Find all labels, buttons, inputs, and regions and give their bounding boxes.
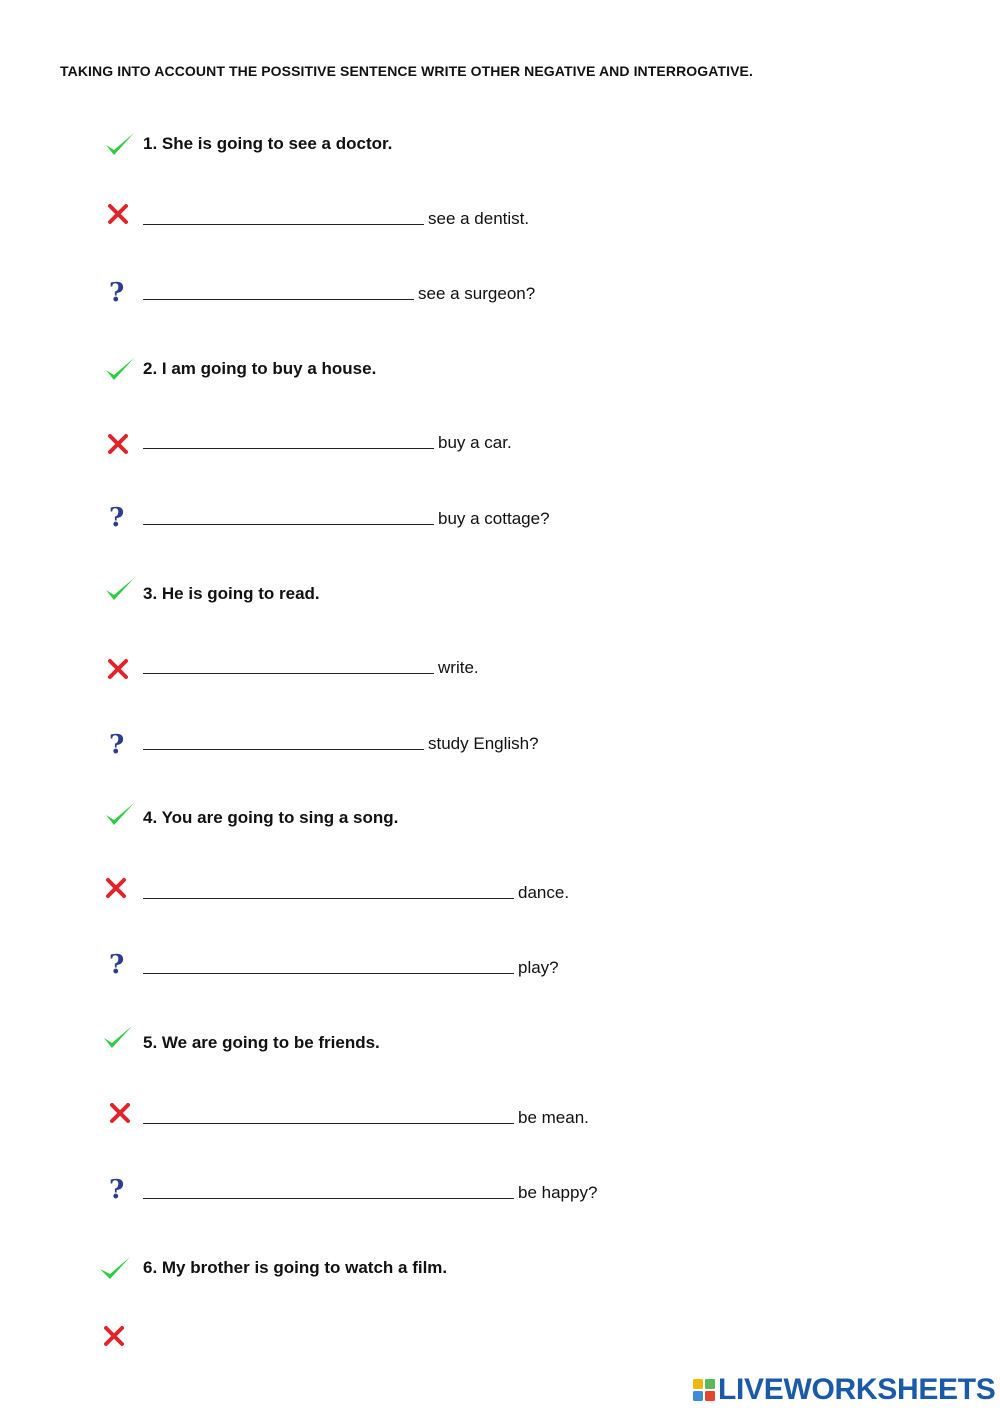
sentence-ending: see a dentist. [428, 209, 530, 228]
answer-blank[interactable] [143, 733, 424, 750]
check-icon [100, 352, 136, 386]
check-icon [100, 797, 136, 831]
sentence-ending: see a surgeon? [418, 284, 536, 303]
cross-icon [100, 876, 136, 910]
positive-sentence: 4. You are going to sing a song. [143, 808, 399, 827]
question-sentence [143, 733, 539, 755]
svg-text:?: ? [109, 503, 125, 533]
check-icon [100, 127, 136, 161]
answer-blank[interactable] [143, 432, 434, 449]
answer-blank[interactable] [143, 508, 434, 525]
exercise-4-positive [100, 797, 900, 831]
negative-sentence [143, 208, 529, 230]
answer-blank[interactable] [143, 283, 414, 300]
answer-input[interactable] [143, 512, 434, 528]
positive-sentence: 5. We are going to be friends. [143, 1033, 380, 1052]
exercise-4-question [100, 951, 900, 985]
question-icon [100, 951, 136, 985]
cross-icon [100, 432, 136, 466]
answer-input[interactable] [143, 287, 414, 303]
answer-input[interactable] [143, 961, 514, 977]
exercise-2-question [100, 502, 900, 536]
question-icon [100, 1175, 136, 1209]
answer-blank[interactable] [143, 882, 514, 899]
answer-input[interactable] [143, 661, 434, 677]
exercise-5-negative [100, 1101, 900, 1135]
exercise-3-negative [100, 657, 900, 691]
svg-text:?: ? [109, 951, 125, 980]
negative-sentence [143, 882, 569, 904]
question-icon [100, 277, 136, 311]
exercise-5-question [100, 1175, 900, 1209]
answer-input[interactable] [143, 1186, 514, 1202]
svg-text:?: ? [109, 730, 125, 760]
cross-icon [100, 1101, 136, 1135]
question-icon [100, 727, 136, 761]
exercise-1-positive [100, 127, 900, 161]
negative-sentence [143, 657, 479, 679]
exercise-3-positive [100, 572, 900, 606]
answer-blank[interactable] [143, 957, 514, 974]
exercise-4-negative [100, 876, 900, 910]
exercise-6-positive [100, 1249, 900, 1283]
answer-input[interactable] [143, 436, 434, 452]
positive-sentence: 3. He is going to read. [143, 584, 320, 603]
check-icon [100, 1020, 136, 1054]
question-sentence [143, 1182, 597, 1204]
cross-icon [100, 202, 136, 236]
cross-icon [100, 657, 136, 691]
positive-sentence: 2. I am going to buy a house. [143, 359, 377, 378]
question-icon [100, 502, 136, 536]
question-sentence [143, 508, 550, 530]
answer-input[interactable] [143, 737, 424, 753]
exercise-2-negative [100, 432, 900, 466]
question-sentence [143, 957, 559, 979]
sentence-ending: play? [518, 958, 559, 977]
positive-sentence: 6. My brother is going to watch a film. [143, 1258, 448, 1277]
instructions-heading: TAKING INTO ACCOUNT THE POSSITIVE SENTENCE WRITE OTHER NEGATIVE AND INTERROGATIVE. [60, 63, 753, 79]
cross-icon [100, 1324, 136, 1358]
exercise-2-positive [100, 352, 900, 386]
negative-sentence [143, 432, 512, 454]
sentence-ending: buy a car. [438, 433, 512, 452]
sentence-ending: write. [438, 658, 479, 677]
exercise-5-positive [100, 1020, 900, 1054]
svg-text:?: ? [109, 1175, 125, 1205]
exercise-3-question [100, 727, 900, 761]
logo-text: LIVEWORKSHEETS [718, 1373, 996, 1406]
svg-text:?: ? [109, 278, 125, 308]
answer-blank[interactable] [143, 1107, 514, 1124]
liveworksheets-logo [693, 1374, 996, 1406]
question-sentence [143, 283, 535, 305]
exercise-1-question [100, 277, 900, 311]
sentence-ending: study English? [428, 734, 539, 753]
answer-blank[interactable] [143, 1182, 514, 1199]
positive-sentence: 1. She is going to see a doctor. [143, 134, 393, 153]
exercise-6-negative [100, 1324, 900, 1358]
answer-blank[interactable] [143, 208, 424, 225]
exercise-1-negative [100, 202, 900, 236]
sentence-ending: buy a cottage? [438, 509, 550, 528]
answer-blank[interactable] [143, 657, 434, 674]
sentence-ending: be happy? [518, 1183, 598, 1202]
check-icon [98, 1249, 134, 1283]
answer-input[interactable] [143, 886, 514, 902]
sentence-ending: dance. [518, 883, 570, 902]
negative-sentence [143, 1107, 589, 1129]
answer-input[interactable] [143, 1111, 514, 1127]
sentence-ending: be mean. [518, 1108, 589, 1127]
check-icon [100, 572, 136, 606]
answer-input[interactable] [143, 212, 424, 228]
liveworksheets-logo-icon [693, 1379, 715, 1401]
